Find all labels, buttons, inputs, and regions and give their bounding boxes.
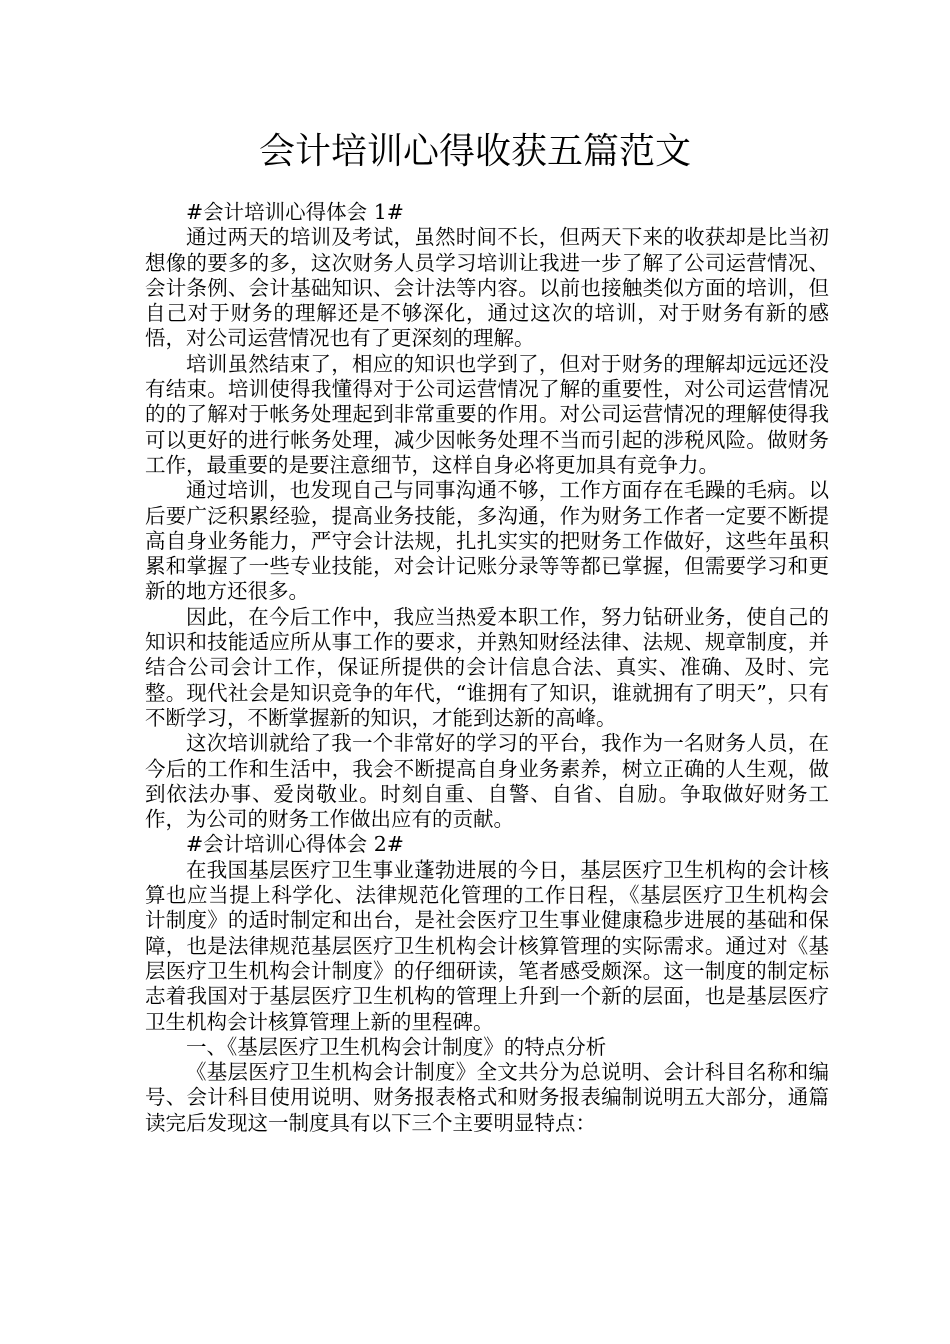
body-paragraph: 因此，在今后工作中，我应当热爱本职工作，努力钻研业务，使自己的知识和技能适应所从事工作的要求，并熟知财经法律、法规、规章制度，并结合公司会计工作，保证所提供的会计信息合法、真实、准确、及时、完整。现代社会是知识竞争的年代，“谁拥有了知识，谁就拥有了明天”，只有不断学习，不断掌握新的知识，才能到达新的高峰。 (145, 604, 829, 730)
subsection-heading: 一、《基层医疗卫生机构会计制度》的特点分析 (186, 1034, 607, 1059)
document-body (145, 200, 829, 1136)
body-paragraph: 《基层医疗卫生机构会计制度》全文共分为总说明、会计科目名称和编号、会计科目使用说明、财务报表格式和财务报表编制说明五大部分，通篇读完后发现这一制度具有以下三个主要明显特点： (145, 1060, 829, 1135)
body-paragraph: 通过培训，也发现自己与同事沟通不够，工作方面存在毛躁的毛病。以后要广泛积累经验，提高业务技能，多沟通，作为财务工作者一定要不断提高自身业务能力，严守会计法规，扎扎实实的把财务工作做好，这些年虽积累和掌握了一些专业技能，对会计记账分录等等都已掌握，但需要学习和更新的地方还很多。 (145, 478, 829, 604)
body-paragraph: 培训虽然结束了，相应的知识也学到了，但对于财务的理解却远远还没有结束。培训使得我懂得对于公司运营情况了解的重要性，对公司运营情况的的了解对于帐务处理起到非常重要的作用。对公司运营情况的理解使得我可以更好的进行帐务处理，减少因帐务处理不当而引起的涉税风险。做财务工作，最重要的是要注意细节，这样自身必将更加具有竞争力。 (145, 351, 829, 477)
document-title: 会计培训心得收获五篇范文 (258, 131, 691, 172)
section-heading-1: #会计培训心得体会 1# (186, 200, 404, 224)
body-paragraph: 在我国基层医疗卫生事业蓬勃进展的今日，基层医疗卫生机构的会计核算也应当提上科学化、法律规范化管理的工作日程，《基层医疗卫生机构会计制度》的适时制定和出台，是社会医疗卫生事业健康稳步进展的基础和保障，也是法律规范基层医疗卫生机构会计核算管理的实际需求。通过对《基层医疗卫生机构会计制度》的仔细研读，笔者感受颇深。这一制度的制定标志着我国对于基层医疗卫生机构的管理上升到一个新的层面，也是基层医疗卫生机构会计核算管理上新的里程碑。 (145, 857, 829, 1034)
section-heading-2: #会计培训心得体会 2# (186, 832, 404, 857)
body-paragraph: 这次培训就给了我一个非常好的学习的平台，我作为一名财务人员，在今后的工作和生活中，我会不断提高自身业务素养，树立正确的人生观，做到依法办事、爱岗敬业。时刻自重、自警、自省、自励。争取做好财务工作，为公司的财务工作做出应有的贡献。 (145, 731, 829, 832)
body-paragraph: 通过两天的培训及考试，虽然时间不长，但两天下来的收获却是比当初想像的要多的多，这次财务人员学习培训让我进一步了解了公司运营情况、会计条例、会计基础知识、会计法等内容。以前也接触类似方面的培训，但自己对于财务的理解还是不够深化，通过这次的培训，对于财务有新的感悟，对公司运营情况也有了更深刻的理解。 (145, 225, 829, 351)
